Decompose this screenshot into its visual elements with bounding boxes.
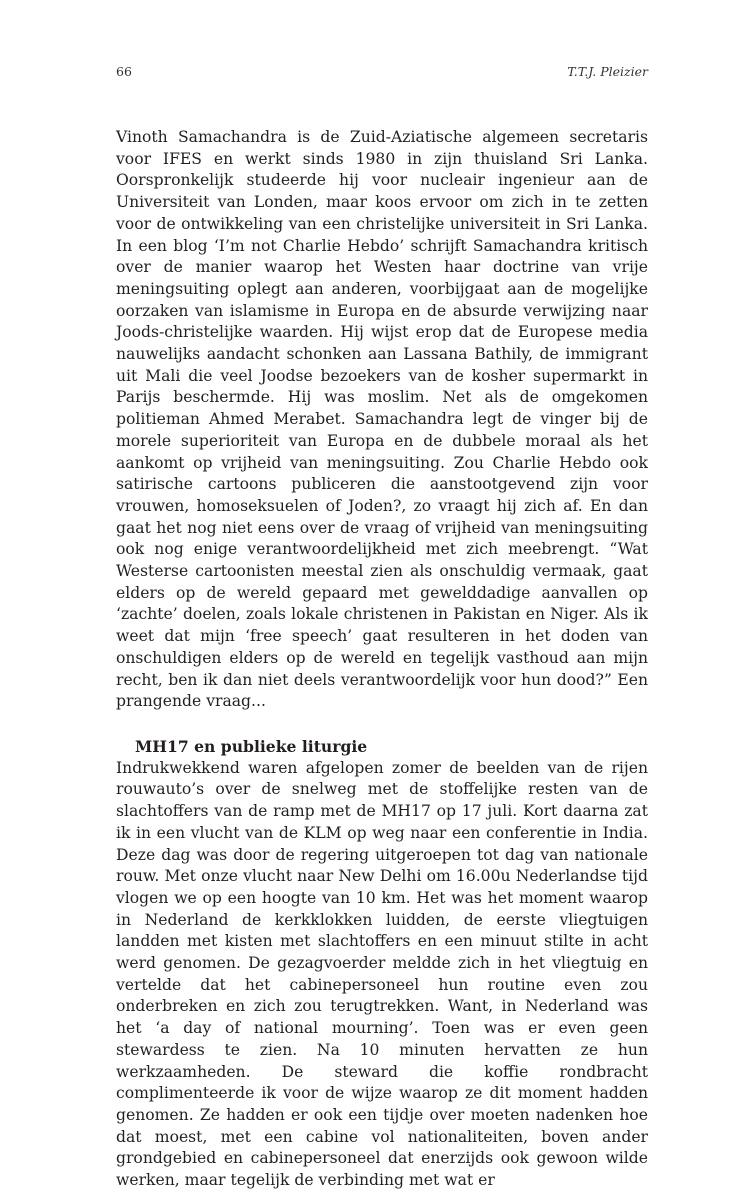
paragraph-ifes-samachandra: Vinoth Samachandra is de Zuid-Aziatische algemeen secretaris voor IFES en werkt sinds 1980 in zijn thuisland Sri Lanka. Oorspronkelijk studeerde hij voor nucleair ingenieur aan de Universiteit van Londen, maar koos ervoor om zich in te zetten voor de ontwikkeling van een christelijke universiteit in Sri Lanka. In een blog ‘I’m not Charlie Hebdo’ schrijft Samachandra kritisch over de manier waarop het Westen haar doctrine van vrije meningsuiting oplegt aan anderen, voorbijgaat aan de mogelijke oorzaken van islamisme in Europa en de absurde verwijzing naar Joods-christelijke waarden. Hij wijst erop dat de Europese media nauwelijks aandacht schonken aan Lassana Bathily, de immigrant uit Mali die veel Joodse bezoekers van de kosher supermarkt in Parijs beschermde. Hij was moslim. Net als de omgekomen politieman Ahmed Merabet. Samachandra legt de vinger bij de morele superioriteit van Europa en de dubbele moraal als het aankomt op vrijheid van meningsuiting. Zou Charlie Hebdo ook satirische cartoons publiceren die aanstootgevend zijn voor vrouwen, homoseksuelen of Joden?, zo vraagt hij zich af. En dan gaat het nog niet eens over de vraag of vrijheid van meningsuiting ook nog enige verantwoordelijkheid met zich meebrengt. “Wat Westerse cartoonisten meestal zien als onschuldig vermaak, gaat elders op de wereld gepaard met gewelddadige aanvallen op ‘zachte’ doelen, zoals lokale christenen in Pakistan en Niger. Als ik weet dat mijn ‘free speech’ gaat resulteren in het doden van onschuldigen elders op de wereld en tegelijk vasthoud aan mijn recht, ben ik dan niet deels verantwoordelijk voor hun dood?” Een prangende vraag... [116, 128, 648, 711]
page-body [116, 127, 648, 1192]
paragraph-mh17: Indrukwekkend waren afgelopen zomer de beelden van de rijen rouwauto’s over de snelweg met de stoffelijke resten van de slachtoffers van de ramp met de MH17 op 17 juli. Kort daarna zat ik in een vlucht van de KLM op weg naar een conferentie in India. Deze dag was door de regering uitgeroepen tot dag van nationale rouw. Met onze vlucht naar New Delhi om 16.00u Nederlandse tijd vlogen we op een hoogte van 10 km. Het was het moment waarop in Nederland de kerkklokken luidden, de eerste vliegtuigen landden met kisten met slachtoffers en een minuut stilte in acht werd genomen. De gezagvoerder meldde zich in het vliegtuig en vertelde dat het cabinepersoneel hun routine even zou onderbreken en zich zou terugtrekken. Want, in Nederland was het ‘a day of national mourning’. Toen was er even geen stewardess te zien. Na 10 minuten hervatten ze hun werkzaamheden. De steward die koffie rondbracht complimenteerde ik voor de wijze waarop ze dit moment hadden genomen. Ze hadden er ook een tijdje over moeten nadenken hoe dat moest, met een cabine vol nationaliteiten, boven ander grondgebied en cabinepersoneel dat enerzijds ook gewoon wilde werken, maar tegelijk de verbinding met wat er [116, 758, 648, 1190]
running-head-author: T.T.J. Pleizier [567, 64, 648, 79]
page-header [116, 64, 648, 84]
page-number: 66 [116, 64, 132, 79]
section-heading: MH17 en publieke liturgie [135, 736, 368, 756]
